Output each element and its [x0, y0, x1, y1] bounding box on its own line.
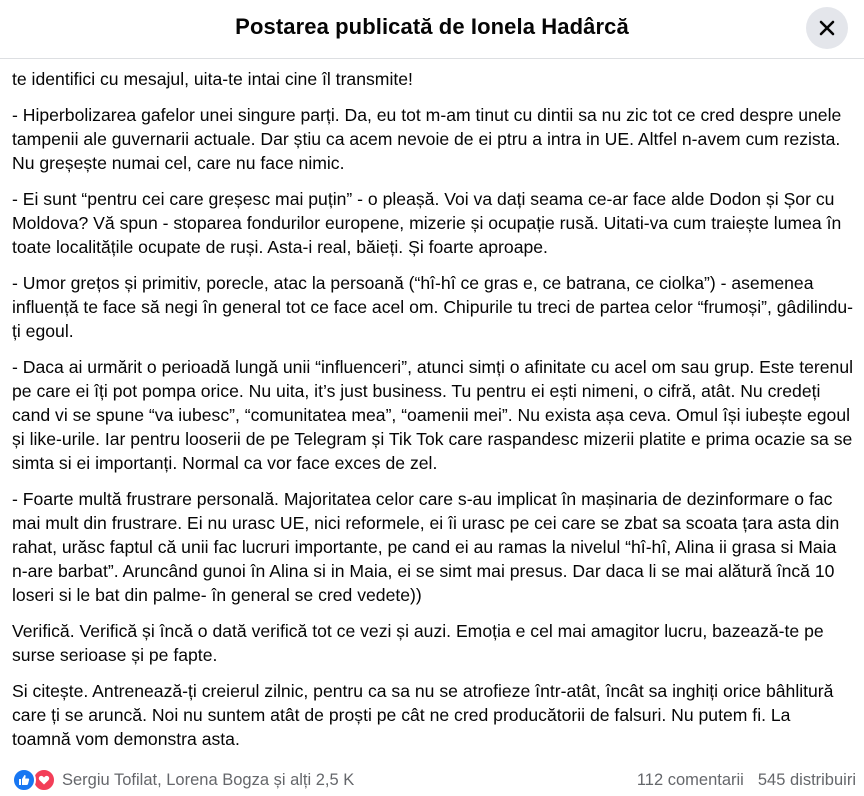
close-icon	[817, 18, 837, 38]
shares-count-link[interactable]: 545 distribuiri	[757, 771, 856, 789]
post-paragraph: Verifică. Verifică și încă o dată verifică tot ce vezi și auzi. Emoția e cel mai amagitor lucru, bazează-te pe surse serioase și pe fapte.	[12, 621, 824, 665]
like-reaction-icon	[12, 768, 36, 792]
post-paragraph: - Hiperbolizarea gafelor unei singure parți. Da, eu tot m-am tinut cu dintii sa nu zic tot ce cred despre unele tampenii ale guvernarii actuale. Dar știu ca acem nevoie de ei ptru a intra in UE. Altfel n-avem cum rezista. Nu greșește numai cel, care nu face nimic.	[12, 105, 842, 173]
close-button[interactable]	[806, 7, 848, 49]
dialog-title: Postarea publicată de Ionela Hadârcă	[235, 14, 629, 39]
post-paragraph: - Ei sunt “pentru cei care greșesc mai puțin” - o pleașă. Voi va dați seama ce-ar face alde Dodon și Șor cu Moldova? Vă spun - stoparea fondurilor europene, mizerie și ocupație rusă. Uitati-va cum traiește lumea în toate localitățile ocupate de ruși. Asta-i real, băieți. Și foarte aproape.	[12, 189, 842, 257]
reactions-names[interactable]: Sergiu Tofilat, Lorena Bogza și alți 2,5 K	[62, 771, 355, 789]
post-paragraph: Si citește. Antrenează-ți creierul zilnic, pentru ca sa nu se atrofieze într-atât, încât sa inghiți orice bâhlitură care ți se aruncă. Noi nu suntem atât de proști pe cât ne cred producătorii de falsuri. Nu putem fi. La toamnă vom demonstra asta.	[12, 681, 834, 749]
comments-count-link[interactable]: 112 comentarii	[636, 771, 744, 789]
reactions-summary[interactable]	[12, 768, 354, 792]
post-body	[12, 67, 854, 763]
post-footer	[12, 766, 856, 794]
post-paragraph: - Umor grețos și primitiv, porecle, atac la persoană (“hî-hî ce gras e, ce batrana, ce ciolka”) - asemenea influență te face să negi în general tot ce face acel om. Chipurile tu treci de partea celor “frumoși”, gâdilindu-ți egoul.	[12, 273, 854, 341]
post-paragraph: - Foarte multă frustrare personală. Majoritatea celor care s-au implicat în mașinaria de dezinformare o fac mai mult din frustrare. Ei nu urasc UE, nici reformele, ei îi urasc pe cei care se zbat sa scoata țara asta din rahat, urăsc faptul că unii fac lucruri importante, pe cand ei au ramas la nivelul “hî-hî, Alina ii grasa si Maia n-are barbat”. Aruncând gunoi în Alina si in Maia, ei se simt mai presus. Dar daca li se mai alătură încă 10 loseri si le bat din palme- în general se cred vedete))	[12, 489, 840, 605]
post-paragraph: - Daca ai urmărit o perioadă lungă unii “influenceri”, atunci simți o afinitate cu acel om sau grup. Este terenul pe care ei îți pot pompa orice. Nu uita, it’s just business. Tu pentru ei ești nimeni, o cifră, atât. Nu credeți cand vi se spune “va iubesc”, “comunitatea mea”, “oamenii mei”. Nu exista așa ceva. Omul își iubește egoul și like-urile. Iar pentru looserii de pe Telegram și Tik Tok care raspandesc mizerii platite e prima ocazie sa se simta si ei importanți. Normal ca vor face exces de zel.	[12, 357, 854, 473]
post-stats	[637, 768, 856, 792]
dialog-header	[0, 0, 864, 59]
post-paragraph: te identifici cu mesajul, uita-te intai cine îl transmite!	[12, 69, 413, 89]
